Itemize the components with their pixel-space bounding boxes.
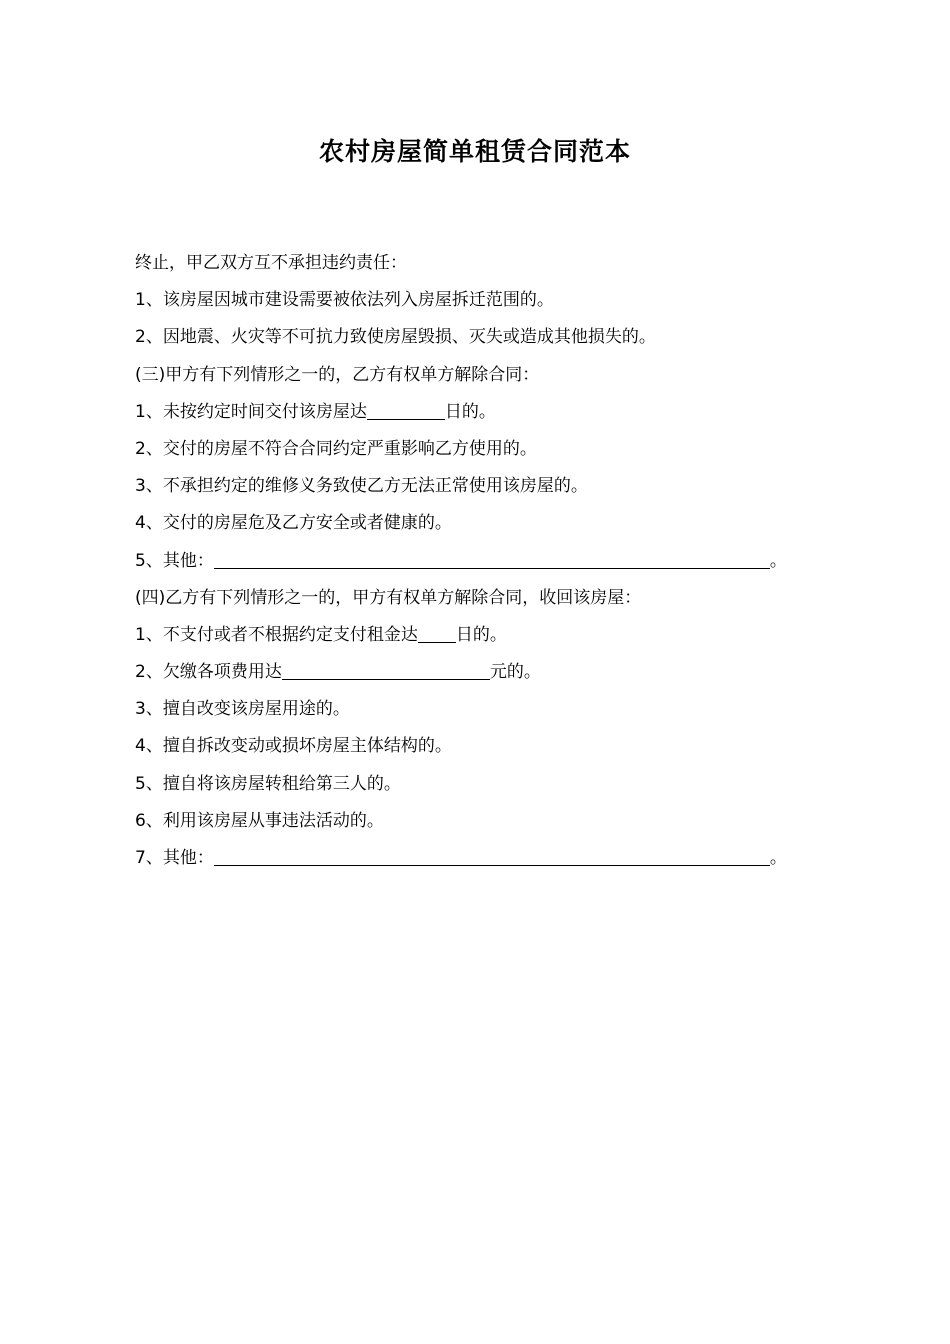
section-heading-text: (三)甲方有下列情形之一的，乙方有权单方解除合同： bbox=[135, 364, 540, 385]
clause-line bbox=[135, 248, 815, 285]
clause-line bbox=[135, 434, 815, 471]
clause-text: 4、擅自拆改变动或损坏房屋主体结构的。 bbox=[135, 736, 452, 757]
clause-text: 3、擅自改变该房屋用途的。 bbox=[135, 699, 350, 720]
clause-line bbox=[135, 657, 815, 694]
clause-text: 2、交付的房屋不符合合同约定严重影响乙方使用的。 bbox=[135, 438, 537, 459]
clause-text: 5、其他： bbox=[135, 550, 214, 571]
clause-text: 7、其他： bbox=[135, 848, 214, 868]
clause-line bbox=[135, 285, 815, 322]
section-heading-text: (四)乙方有下列情形之一的，甲方有权单方解除合同，收回该房屋： bbox=[135, 587, 642, 608]
fill-in-blank bbox=[418, 624, 456, 643]
section-heading bbox=[135, 583, 815, 620]
fill-in-blank bbox=[214, 847, 770, 866]
clause-text: 1、未按约定时间交付该房屋达 bbox=[135, 401, 367, 422]
clause-text: 1、该房屋因城市建设需要被依法列入房屋拆迁范围的。 bbox=[135, 290, 554, 311]
clause-text: 5、擅自将该房屋转租给第三人的。 bbox=[135, 773, 401, 794]
fill-in-blank bbox=[367, 401, 445, 420]
fill-in-blank bbox=[282, 661, 490, 680]
clause-text: 1、不支付或者不根据约定支付租金达 bbox=[135, 624, 418, 645]
clause-line bbox=[135, 620, 815, 657]
clause-line bbox=[135, 508, 815, 545]
clause-text-suffix: 日的。 bbox=[444, 401, 496, 422]
clause-text-suffix: 。 bbox=[769, 550, 787, 571]
clause-text: 4、交付的房屋危及乙方安全或者健康的。 bbox=[135, 513, 452, 534]
clause-line bbox=[135, 397, 815, 434]
clause-text-suffix: 。 bbox=[769, 848, 787, 868]
clause-line bbox=[135, 471, 815, 508]
section-heading bbox=[135, 360, 815, 397]
clause-line bbox=[135, 731, 815, 768]
clause-text-suffix: 日的。 bbox=[455, 624, 507, 645]
clause-line bbox=[135, 694, 815, 731]
clause-text: 3、不承担约定的维修义务致使乙方无法正常使用该房屋的。 bbox=[135, 476, 588, 497]
clause-line bbox=[135, 806, 815, 843]
clause-text: 2、因地震、火灾等不可抗力致使房屋毁损、灭失或造成其他损失的。 bbox=[135, 327, 656, 348]
document-body bbox=[135, 248, 815, 880]
clause-text: 终止，甲乙双方互不承担违约责任： bbox=[135, 253, 407, 273]
fill-in-blank bbox=[214, 550, 770, 569]
document-title: 农村房屋简单租赁合同范本 bbox=[318, 137, 631, 166]
clause-line bbox=[135, 322, 815, 359]
clause-text: 6、利用该房屋从事违法活动的。 bbox=[135, 810, 384, 831]
clause-line bbox=[135, 843, 815, 880]
clause-text: 2、欠缴各项费用达 bbox=[135, 662, 282, 683]
clause-line bbox=[135, 769, 815, 806]
clause-line bbox=[135, 546, 815, 583]
clause-text-suffix: 元的。 bbox=[489, 662, 541, 683]
